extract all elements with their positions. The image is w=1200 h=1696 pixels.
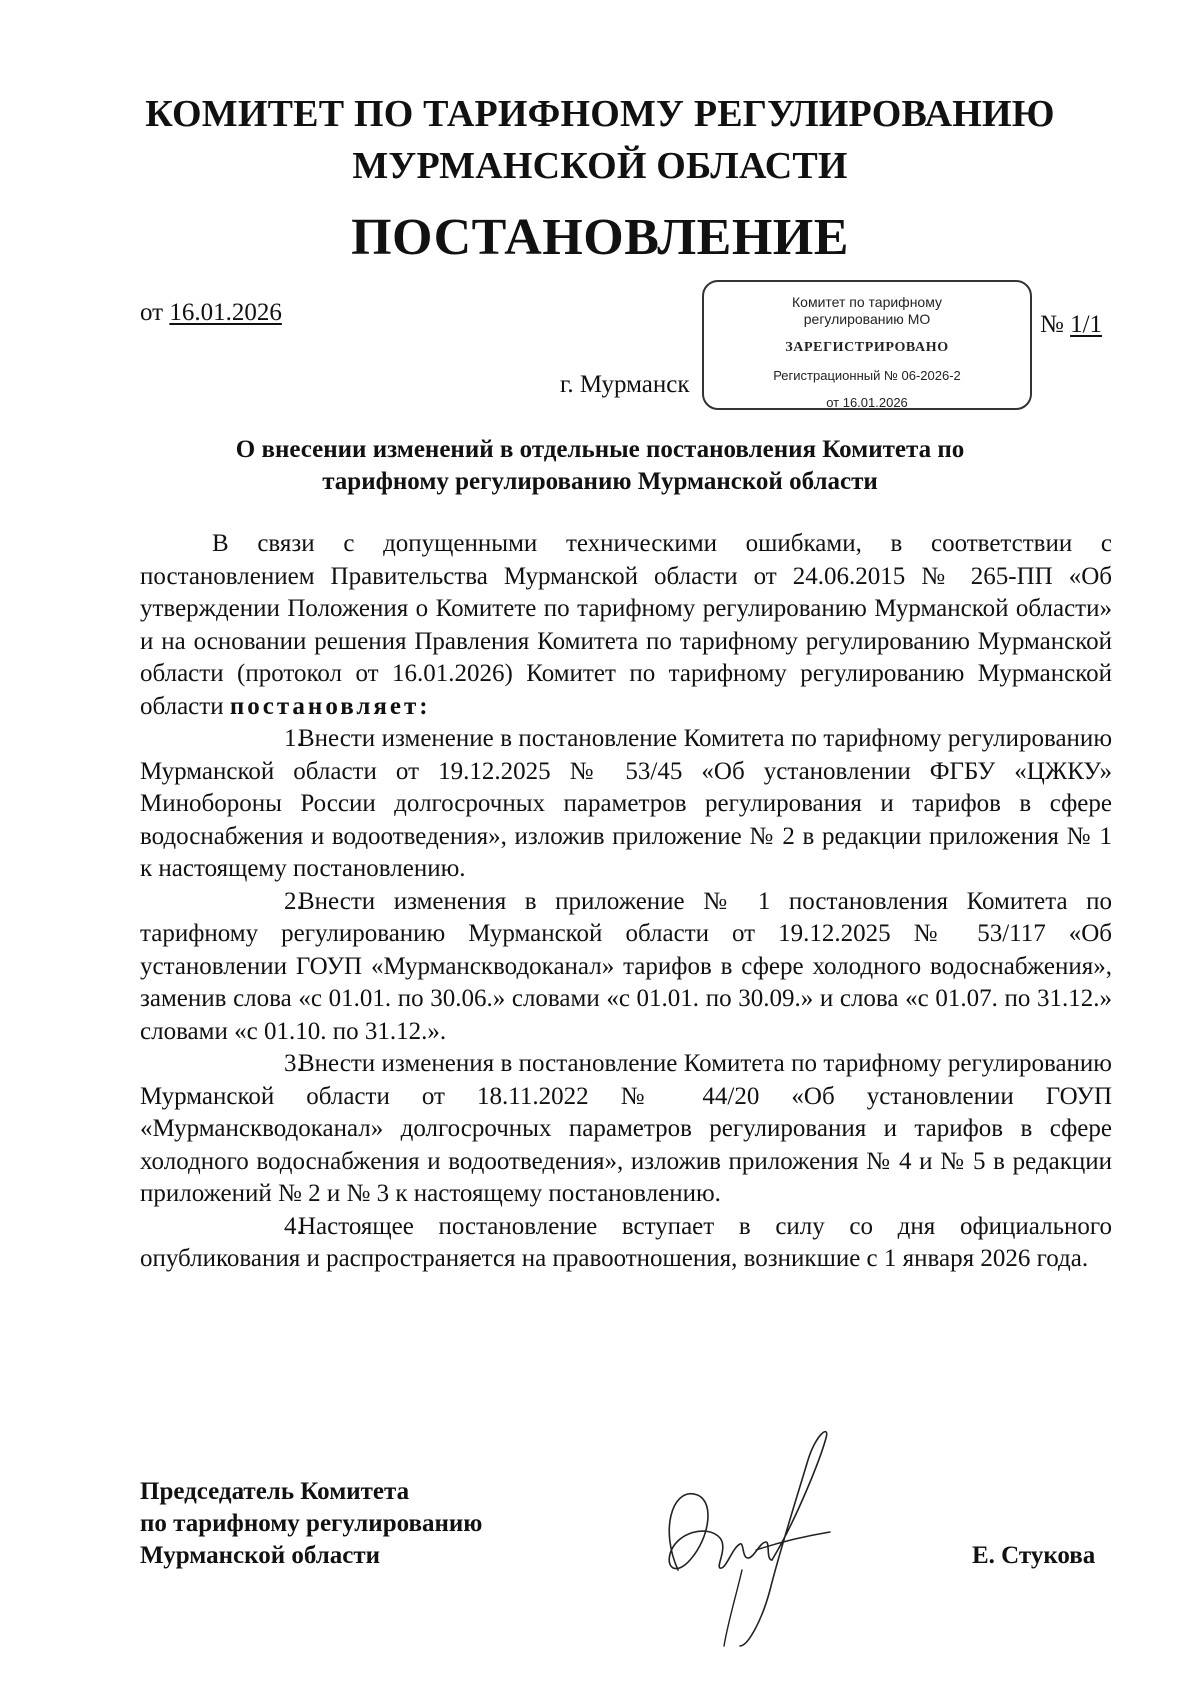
resolves-word: постановляет: — [229, 692, 431, 720]
org-line-1: КОМИТЕТ ПО ТАРИФНОМУ РЕГУЛИРОВАНИЮ — [145, 93, 1055, 135]
stamp-reg-number: Регистрационный № 06-2026-2 — [773, 368, 961, 383]
number-prefix: № — [1040, 311, 1064, 338]
position-line-1: Председатель Комитета — [140, 1478, 410, 1505]
document-date — [140, 298, 282, 328]
document-type: ПОСТАНОВЛЕНИЕ — [351, 209, 849, 266]
signatory-position — [140, 1476, 482, 1572]
item-number: 2. — [284, 887, 303, 915]
document-number — [1040, 310, 1102, 340]
handwritten-signature — [620, 1420, 860, 1660]
position-line-3: Мурманской области — [140, 1542, 381, 1569]
list-item — [140, 886, 1112, 1049]
date-value: 16.01.2026 — [169, 299, 282, 326]
organization-name — [0, 88, 1200, 192]
preamble-text: В связи с допущенными техническими ошибками, в соответствии с постановлением Правительства Мурманской области от 24.06.2015 № 265-ПП «Об утверждении Положения о Комитете по тарифному регулированию Мурманской области» и на основании решения Правления Комитета по тарифному регулированию Мурманской области (протокол от 16.01.2026) Комитет по тарифному регулированию Мурманской области — [140, 530, 1112, 720]
list-item — [140, 723, 1112, 886]
list-item — [140, 1211, 1112, 1276]
signatory-name: Е. Стукова — [972, 1542, 1096, 1569]
item-number: 1. — [284, 725, 303, 752]
registration-stamp — [702, 280, 1032, 410]
item-text: Настоящее постановление вступает в силу со дня официального опубликования и распространяется на правоотношения, возникшие с 1 января 2026 года. — [140, 1212, 1112, 1272]
document-body — [140, 528, 1112, 1276]
city: г. Мурманск — [560, 371, 690, 398]
document-subject — [180, 434, 1020, 498]
list-item — [140, 1048, 1112, 1211]
subject-line-2: тарифному регулированию Мурманской области — [322, 468, 878, 495]
number-value: 1/1 — [1070, 311, 1103, 338]
stamp-reg-date: от 16.01.2026 — [826, 395, 908, 410]
preamble — [140, 528, 1112, 723]
item-number: 4. — [284, 1212, 303, 1240]
stamp-line-1: Комитет по тарифному — [792, 294, 942, 310]
item-text: Внести изменения в приложение № 1 постановления Комитета по тарифному регулированию Мурманской области от 19.12.2025 № 53/117 «Об установлении ГОУП «Мурманскводоканал» тарифов в сфере холодного водоснабжения», заменив слова «с 01.01. по 30.06.» словами «с 01.01. по 30.09.» и слова «с 01.07. по 31.12.» словами «с 01.10. по 31.12.». — [140, 887, 1112, 1045]
date-prefix: от — [140, 299, 164, 326]
position-line-2: по тарифному регулированию — [140, 1510, 483, 1537]
item-number: 3. — [284, 1050, 303, 1077]
stamp-line-2: регулированию МО — [803, 311, 931, 327]
item-text: Внести изменения в постановление Комитета по тарифному регулированию Мурманской области от 18.11.2022 № 44/20 «Об установлении ГОУП «Мурманскводоканал» долгосрочных параметров регулирования и тарифов в сфере холодного водоснабжения и водоотведения», изложив приложения № 4 и № 5 в редакции приложений № 2 и № 3 к настоящему постановлению. — [140, 1050, 1112, 1207]
item-text: Внести изменение в постановление Комитета по тарифному регулированию Мурманской области от 19.12.2025 № 53/45 «Об установлении ФГБУ «ЦЖКУ» Минобороны России долгосрочных параметров регулирования и тарифов в сфере водоснабжения и водоотведения», изложив приложение № 2 в редакции приложения № 1 к настоящему постановлению. — [140, 725, 1112, 882]
org-line-2: МУРМАНСКОЙ ОБЛАСТИ — [352, 145, 848, 187]
subject-line-1: О внесении изменений в отдельные постановления Комитета по — [235, 436, 965, 463]
stamp-status: ЗАРЕГИСТРИРОВАНО — [785, 340, 949, 355]
